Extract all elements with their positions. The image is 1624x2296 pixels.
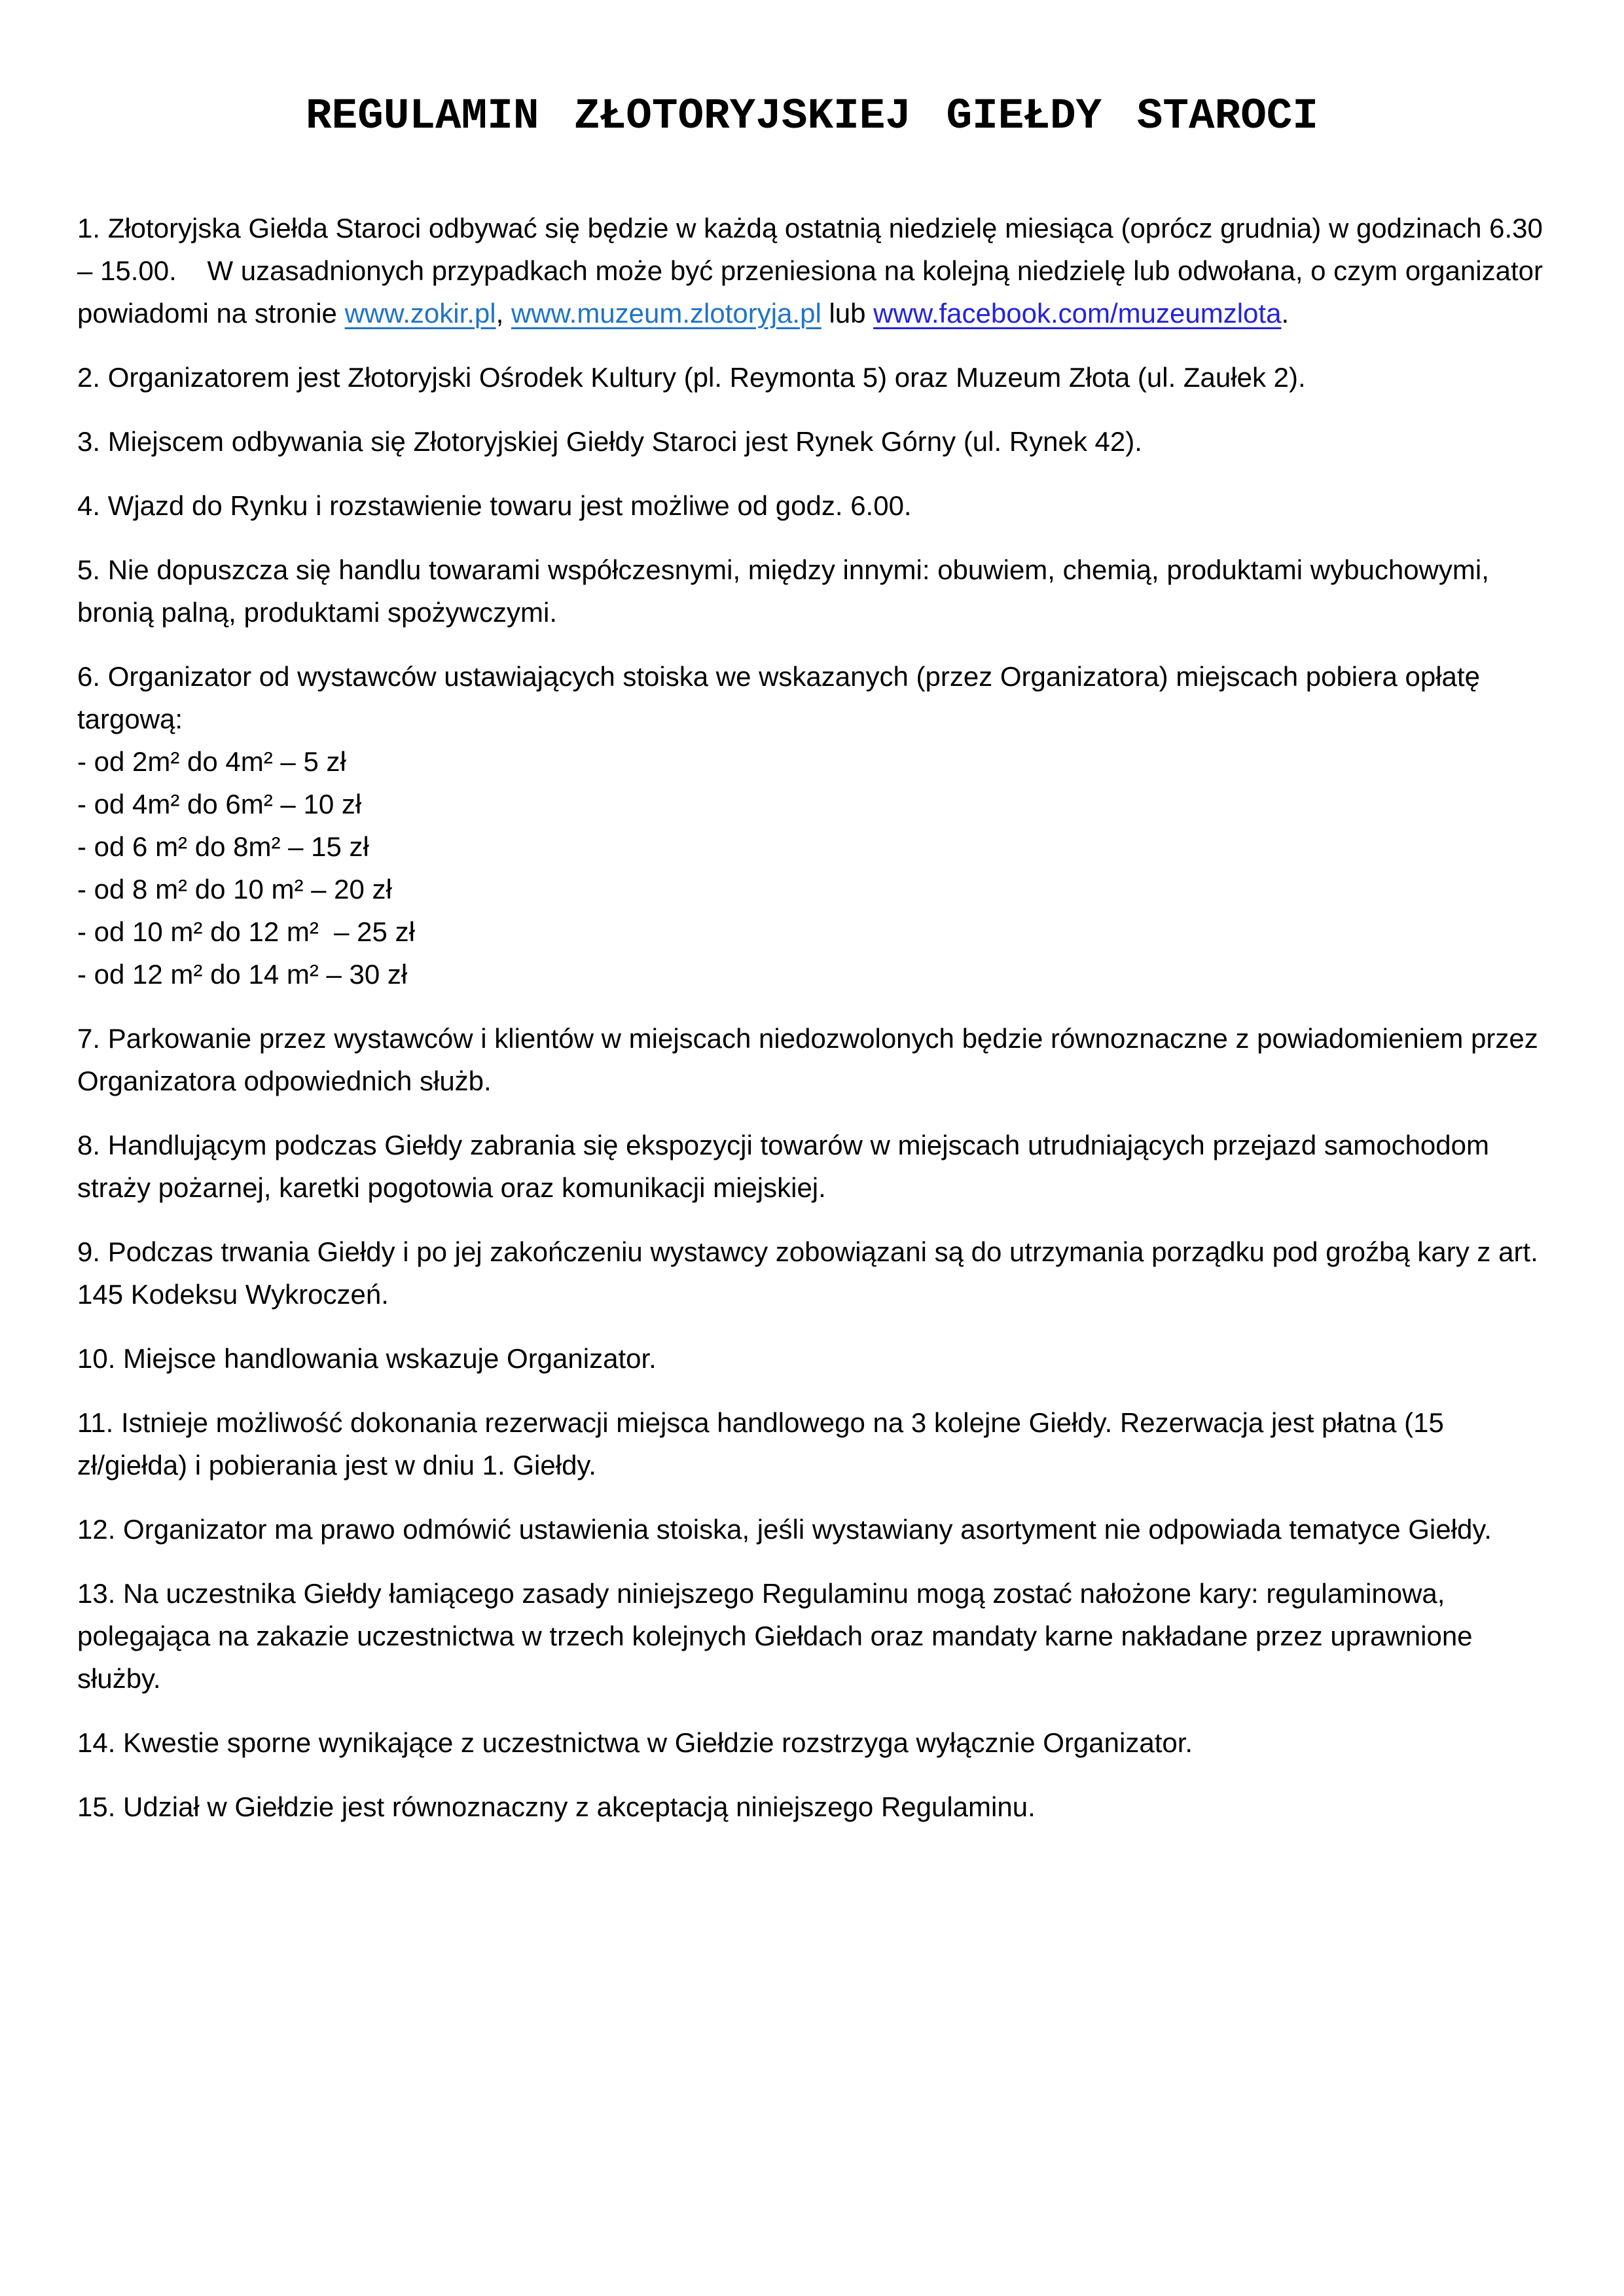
fee-line-6: - od 12 m² do 14 m² – 30 zł [77,958,408,990]
fee-line-1: - od 2m² do 4m² – 5 zł [77,745,346,777]
paragraph-6 [77,655,1547,996]
paragraph-9: 9. Podczas trwania Giełdy i po jej zakończeniu wystawcy zobowiązani są do utrzymania porządku pod groźbą kary z art. 145 Kodeksu Wykroczeń. [77,1236,1546,1310]
paragraph-5: 5. Nie dopuszcza się handlu towarami współczesnymi, między innymi: obuwiem, chemią, produktami wybuchowymi, bronią palną, produktami spożywczymi. [77,554,1497,628]
fee-line-2: - od 4m² do 6m² – 10 zł [77,788,362,819]
paragraph-4: 4. Wjazd do Rynku i rozstawienie towaru jest możliwe od godz. 6.00. [77,490,912,521]
paragraph-10: 10. Miejsce handlowania wskazuje Organizator. [77,1342,657,1374]
fee-line-4: - od 8 m² do 10 m² – 20 zł [77,873,392,905]
document-title: REGULAMIN ZŁOTORYJSKIEJ GIEŁDY STAROCI [305,92,1319,141]
paragraph-1-text-start: 1. Złotoryjska Giełda Staroci odbywać się będzie w każdą ostatnią niedzielę miesiąca (oprócz grudnia) w godzinach 6.30 – 15.00. W uzasadnionych przypadkach może być przeniesiona na kolejną niedzielę lub odwołana, o czym organizator powiadomi na stronie [77,212,1551,329]
paragraph-13: 13. Na uczestnika Giełdy łamiącego zasady niniejszego Regulaminu mogą zostać nałożone kary: regulaminowa, polegająca na zakazie uczestnictwa w trzech kolejnych Giełdach oraz mandaty karne nakładane przez uprawnione służby. [77,1577,1481,1694]
paragraph-7: 7. Parkowanie przez wystawców i klientów w miejscach niedozwolonych będzie równoznaczne z powiadomieniem przez Organizatora odpowiednich służb. [77,1022,1546,1096]
paragraph-1 [77,207,1551,334]
paragraph-1-text-end: . [1281,297,1290,329]
paragraph-15: 15. Udział w Giełdzie jest równoznaczny z akceptacją niniejszego Regulaminu. [77,1791,1036,1822]
paragraph-12: 12. Organizator ma prawo odmówić ustawienia stoiska, jeśli wystawiany asortyment nie odpowiada tematyce Giełdy. [77,1513,1492,1545]
link-zokir[interactable]: www.zokir.pl [344,297,496,329]
fee-line-3: - od 6 m² do 8m² – 15 zł [77,831,369,862]
paragraph-14: 14. Kwestie sporne wynikające z uczestnictwa w Giełdzie rozstrzyga wyłącznie Organizator. [77,1727,1193,1758]
paragraph-2: 2. Organizatorem jest Złotoryjski Ośrodek Kultury (pl. Reymonta 5) oraz Muzeum Złota (ul. Zaułek 2). [77,361,1306,393]
paragraph-1-separator-lub: lub [821,297,874,329]
paragraph-11: 11. Istnieje możliwość dokonania rezerwacji miejsca handlowego na 3 kolejne Giełdy. Rezerwacja jest płatna (15 zł/giełda) i pobierania jest w dniu 1. Giełdy. [77,1407,1452,1480]
link-facebook-muzeumzlota[interactable]: www.facebook.com/muzeumzlota [873,297,1282,329]
paragraph-3: 3. Miejscem odbywania się Złotoryjskiej Giełdy Staroci jest Rynek Górny (ul. Rynek 42). [77,425,1142,457]
fee-line-5: - od 10 m² do 12 m² – 25 zł [77,916,415,947]
paragraph-1-separator-comma: , [496,297,511,329]
paragraph-8: 8. Handlującym podczas Giełdy zabrania się ekspozycji towarów w miejscach utrudniających przejazd samochodom straży pożarnej, karetki pogotowia oraz komunikacji miejskiej. [77,1129,1497,1203]
paragraph-6-intro: 6. Organizator od wystawców ustawiających stoiska we wskazanych (przez Organizatora) miejscach pobiera opłatę targową: [77,660,1488,734]
link-muzeum-zlotoryja[interactable]: www.muzeum.zlotoryja.pl [511,297,821,329]
